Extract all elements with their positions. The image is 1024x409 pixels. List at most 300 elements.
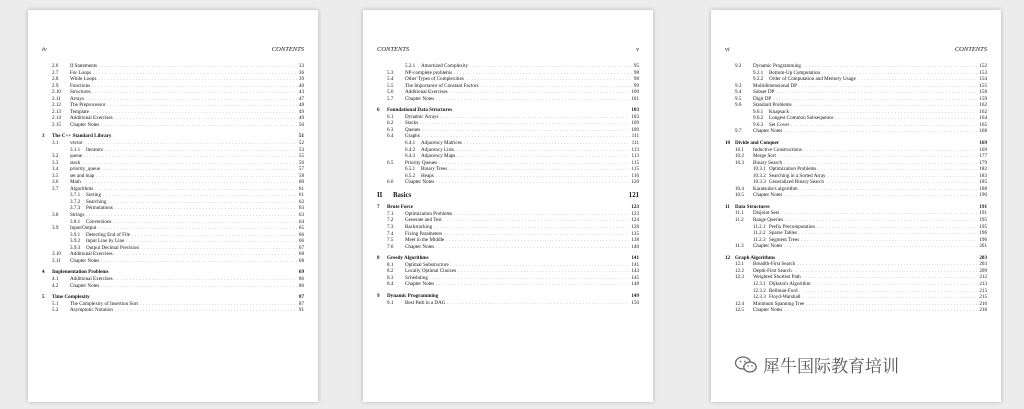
entry-number: 3.9.3 — [70, 244, 81, 251]
entry-title: Optimization Problems . . . — [769, 166, 977, 173]
entry-title: Scheduling . . . — [405, 275, 629, 282]
running-title: CONTENTS — [377, 46, 410, 53]
entry-number: 12 — [725, 254, 731, 261]
entry-page: 123 — [631, 210, 639, 217]
entry-title: Multidimensional DP . . . — [753, 83, 977, 90]
entry-number: 6.4 — [387, 133, 394, 140]
entry-title: Prefix Precomputation . . . — [769, 224, 977, 231]
entry-page: 62 — [298, 198, 304, 205]
entry-number: 3.9 — [52, 225, 59, 232]
entry-number: 3.5 — [52, 172, 59, 179]
entry-page: 57 — [298, 166, 304, 173]
entry-title: Karatsuba's algorithm . . . — [753, 186, 977, 193]
entry-page: 39 — [298, 76, 304, 83]
entry-number: 5 — [42, 294, 45, 301]
entry-number: 2.14 — [52, 115, 61, 122]
entry-number: 5.3 — [387, 69, 394, 76]
entry-page: 49 — [298, 108, 304, 115]
entry-page: 218 — [979, 307, 987, 314]
entry-title: Searching . . . — [86, 199, 297, 206]
entry-page: 179 — [979, 159, 987, 166]
entry-title: Meet in the Middle . . . — [405, 237, 629, 244]
page-number: v — [636, 46, 639, 53]
entry-title: Searching in a Sorted Array . . . — [769, 173, 977, 180]
part-page: 121 — [628, 191, 639, 199]
entry-page: 69 — [298, 269, 304, 276]
entry-number: 10.5 — [735, 192, 744, 199]
entry-title: Binary Search . . . — [753, 160, 977, 167]
entry-number: 6.1 — [387, 113, 394, 120]
entry-title: Set Cover . . . — [769, 122, 977, 129]
entry-number: 9.6 — [735, 102, 742, 109]
entry-page: 124 — [631, 217, 639, 224]
entry-page: 177 — [979, 153, 987, 160]
entry-page: 91 — [298, 307, 304, 314]
entry-number: 2.11 — [52, 95, 61, 102]
entry-page: 215 — [979, 294, 987, 301]
entry-page: 188 — [979, 185, 987, 192]
entry-title: Chapter Notes . . . — [753, 192, 977, 199]
entry-page: 86 — [298, 275, 304, 282]
entry-number: 6.5 — [387, 159, 394, 166]
entry-title: Chapter Notes . . . — [753, 128, 977, 135]
entry-title: Dynamic Arrays . . . — [405, 114, 629, 121]
entry-number: 3.7.2 — [70, 198, 81, 205]
entry-page: 58 — [298, 172, 304, 179]
entry-title: Conversions . . . — [86, 219, 297, 226]
entry-number: 5.2 — [52, 307, 59, 314]
entry-number: 3.3 — [52, 159, 59, 166]
page-header — [42, 46, 304, 53]
entry-number: 9.6.1 — [753, 108, 764, 115]
entry-title: Chapter Notes . . . — [405, 244, 629, 251]
entry-title: queue . . . — [70, 153, 297, 160]
entry-page: 191 — [979, 210, 987, 217]
entry-number: 2.10 — [52, 89, 61, 96]
entry-title: Chapter Notes . . . — [753, 307, 977, 314]
entry-number: 7.6 — [387, 243, 394, 250]
toc-section-entry — [377, 300, 639, 307]
entry-title: Output Decimal Precision . . . — [86, 245, 297, 252]
entry-number: 3.4 — [52, 166, 59, 173]
entry-title: Structures . . . — [70, 89, 297, 96]
entry-title: stack . . . — [70, 160, 297, 167]
entry-number: 10.2 — [735, 153, 744, 160]
entry-number: 9.6.3 — [753, 121, 764, 128]
entry-number: 7.5 — [387, 237, 394, 244]
entry-number: 3.7.1 — [70, 192, 81, 199]
entry-page: 103 — [631, 107, 639, 114]
entry-title: Bottom-Up Computation . . . — [769, 70, 977, 77]
entry-number: 6.3 — [387, 126, 394, 133]
entry-page: 138 — [631, 237, 639, 244]
entry-number: 5.1 — [52, 300, 59, 307]
entry-page: 113 — [631, 146, 639, 153]
entry-page: 98 — [633, 76, 639, 83]
entry-page: 168 — [979, 128, 987, 135]
entry-page: 65 — [298, 225, 304, 232]
entry-title: Brute Force — [387, 204, 414, 211]
entry-page: 86 — [298, 282, 304, 289]
entry-title: While Loops . . . — [70, 76, 297, 83]
entry-page: 216 — [979, 300, 987, 307]
running-title: CONTENTS — [954, 46, 987, 53]
entry-number: 12.3.3 — [753, 294, 766, 301]
entry-title: Standard Problems . . . — [753, 102, 977, 109]
toc-page-vi — [711, 10, 1001, 402]
toc-section-entry — [725, 128, 987, 135]
entry-page: 100 — [631, 89, 639, 96]
entry-title: Priority Queues . . . — [405, 160, 630, 167]
entry-page: 63 — [298, 212, 304, 219]
entry-title: Dynamic Programming . . . — [753, 63, 977, 70]
entry-number: 11.3 — [735, 243, 744, 250]
entry-page: 36 — [298, 69, 304, 76]
entry-page: 185 — [979, 179, 987, 186]
entry-page: 99 — [633, 82, 639, 89]
entry-page: 169 — [979, 146, 987, 153]
entry-title: NP-complete problems . . . — [405, 70, 632, 77]
entry-page: 150 — [631, 299, 639, 306]
page-header — [725, 46, 987, 53]
entry-number: 12.3.2 — [753, 287, 766, 294]
entry-number: 10 — [725, 140, 731, 147]
entry-number: 6.5.2 — [405, 172, 416, 179]
entry-number: 6.5.1 — [405, 166, 416, 173]
entry-number: 2.13 — [52, 108, 61, 115]
entry-number: 12.1 — [735, 261, 744, 268]
entry-title: Optimization Problems . . . — [405, 211, 629, 218]
entry-page: 67 — [298, 244, 304, 251]
entry-number: 12.5 — [735, 307, 744, 314]
entry-number: 4 — [42, 269, 45, 276]
entry-number: 6.4.2 — [405, 146, 416, 153]
entry-page: 98 — [633, 69, 639, 76]
entry-page: 143 — [631, 268, 639, 275]
entry-page: 190 — [979, 192, 987, 199]
entry-title: Other Types of Complexities . . . — [405, 76, 632, 83]
entry-title: Longest Common Subsequence . . . — [769, 115, 977, 122]
entry-number: 12.3.1 — [753, 280, 766, 287]
entry-title: Graphs . . . — [405, 133, 630, 140]
entry-title: Stacks . . . — [405, 120, 629, 127]
entry-page: 63 — [298, 205, 304, 212]
entry-number: 7.1 — [387, 210, 394, 217]
entry-title: Adjacency Maps . . . — [421, 153, 630, 160]
entry-number: 9.3 — [735, 82, 742, 89]
entry-title: Additional Exercises . . . — [70, 251, 297, 258]
entry-title: Dijkstra's Algorithm . . . — [769, 281, 977, 288]
entry-title: Inductive Constructions . . . — [753, 147, 977, 154]
wechat-icon — [735, 356, 757, 374]
entry-number: 3.9.2 — [70, 238, 81, 245]
entry-number: 11.2 — [735, 217, 744, 224]
toc-section-entry — [42, 258, 304, 265]
entry-page: 64 — [298, 218, 304, 225]
entry-title: Chapter Notes . . . — [70, 122, 297, 129]
entry-title: Template . . . — [70, 109, 297, 116]
entry-page: 128 — [631, 224, 639, 231]
entry-number: 9.4 — [735, 89, 742, 96]
entry-page: 148 — [631, 281, 639, 288]
entry-page: 196 — [979, 230, 987, 237]
entry-page: 154 — [979, 76, 987, 83]
entry-number: 3.10 — [52, 251, 61, 258]
entry-number: 8.2 — [387, 268, 394, 275]
toc-section-entry — [377, 96, 639, 103]
entry-number: 3.7.3 — [70, 205, 81, 212]
entry-page: 87 — [298, 300, 304, 307]
entry-page: 53 — [298, 146, 304, 153]
entry-title: Bellman-Ford . . . — [769, 288, 977, 295]
entry-page: 164 — [979, 115, 987, 122]
entry-page: 155 — [979, 82, 987, 89]
entry-number: 9.2 — [735, 63, 742, 69]
entry-page: 152 — [979, 63, 987, 69]
entry-number: 3.11 — [52, 257, 61, 264]
entry-page: 55 — [298, 153, 304, 160]
entry-title: Permutations . . . — [86, 205, 297, 212]
entry-title: Knapsack . . . — [769, 109, 977, 116]
toc-page-v — [363, 10, 653, 402]
running-title: CONTENTS — [271, 46, 304, 53]
toc-section-entry — [725, 307, 987, 314]
entry-title: Divide and Conquer — [735, 140, 780, 147]
entry-page: 195 — [979, 223, 987, 230]
entry-page: 109 — [631, 126, 639, 133]
entry-page: 120 — [631, 179, 639, 186]
entry-title: Asymptotic Notation . . . — [70, 307, 297, 314]
entry-number: 9.6.2 — [753, 115, 764, 122]
entry-page: 162 — [979, 108, 987, 115]
entry-number: 11.2.2 — [753, 230, 766, 237]
entry-number: 7.2 — [387, 217, 394, 224]
entry-page: 141 — [631, 255, 639, 262]
entry-number: 10.3.1 — [753, 166, 766, 173]
entry-page: 158 — [979, 89, 987, 96]
entry-title: Floyd-Warshall . . . — [769, 294, 977, 301]
entry-page: 195 — [979, 217, 987, 224]
toc-section-entry — [377, 179, 639, 186]
entry-number: 6.6 — [387, 179, 394, 186]
part-title: Basics — [393, 191, 412, 199]
entry-page: 43 — [298, 89, 304, 96]
entry-number: 9.5 — [735, 95, 742, 102]
entry-title: Detecting End of File . . . — [86, 232, 297, 239]
entry-title: Best Path in a DAG . . . — [405, 300, 629, 307]
entry-page: 182 — [979, 166, 987, 173]
entry-title: Chapter Notes . . . — [405, 281, 629, 288]
entry-number: 8 — [377, 255, 380, 262]
page-number: vi — [725, 46, 730, 53]
toc-part-heading — [377, 193, 639, 200]
entry-page: 101 — [631, 95, 639, 102]
toc-list — [42, 63, 304, 314]
entry-title: Dynamic Programming — [387, 292, 439, 299]
entry-title: Input Line by Line . . . — [86, 238, 297, 245]
entry-title: The Importance of Constant Factors . . . — [405, 83, 632, 90]
entry-title: Generate and Test . . . — [405, 217, 629, 224]
entry-number: 6.2 — [387, 120, 394, 127]
entry-page: 162 — [979, 102, 987, 109]
entry-title: Subset DP . . . — [753, 89, 977, 96]
entry-page: 68 — [298, 251, 304, 258]
entry-page: 209 — [979, 267, 987, 274]
entry-title: Optimal Substructure . . . — [405, 262, 629, 269]
entry-title: Heaps . . . — [421, 173, 630, 180]
entry-number: 3.6 — [52, 179, 59, 186]
entry-page: 191 — [979, 203, 987, 210]
entry-page: 52 — [298, 140, 304, 147]
entry-number: 11.1 — [735, 210, 744, 217]
entry-title: Chapter Notes . . . — [70, 258, 297, 265]
entry-page: 48 — [298, 102, 304, 109]
toc-section-entry — [377, 244, 639, 251]
entry-title: Generalized Binary Search . . . — [769, 179, 977, 186]
entry-title: Sparse Tables . . . — [769, 230, 977, 237]
entry-number: 5.6 — [387, 89, 394, 96]
entry-number: 9.1 — [387, 299, 394, 306]
entry-title: Time Complexity — [52, 294, 90, 301]
entry-number: 2.6 — [52, 63, 59, 69]
entry-number: 2.7 — [52, 69, 59, 76]
entry-title: vector . . . — [70, 140, 297, 147]
entry-number: 9.7 — [735, 128, 742, 135]
entry-number: 6.4.3 — [405, 153, 416, 160]
entry-page: 111 — [631, 133, 639, 140]
entry-page: 109 — [631, 120, 639, 127]
entry-number: 12.4 — [735, 300, 744, 307]
entry-number: 7.4 — [387, 230, 394, 237]
entry-title: priority_queue . . . — [70, 166, 297, 173]
toc-list — [377, 63, 639, 306]
entry-title: Adjacency Matrices . . . — [421, 140, 630, 147]
entry-title: Chapter Notes . . . — [70, 283, 297, 290]
entry-number: 2.15 — [52, 121, 61, 128]
entry-number: 8.4 — [387, 281, 394, 288]
entry-title: Functions . . . — [70, 83, 297, 90]
toc-list — [725, 63, 987, 314]
entry-title: Additional Exercises . . . — [70, 115, 297, 122]
entry-title: Sorting . . . — [86, 192, 297, 199]
entry-title: If Statements . . . — [70, 63, 297, 70]
toc-section-entry — [377, 281, 639, 288]
entry-page: 135 — [631, 230, 639, 237]
entry-page: 165 — [979, 121, 987, 128]
entry-page: 113 — [631, 153, 639, 160]
toc-section-entry — [42, 283, 304, 290]
watermark — [735, 352, 899, 377]
entry-page: 103 — [631, 113, 639, 120]
entry-page: 95 — [633, 63, 639, 69]
entry-number: 10.4 — [735, 185, 744, 192]
entry-title: Weighted Shortest Path . . . — [753, 274, 977, 281]
entry-page: 123 — [631, 204, 639, 211]
entry-page: 115 — [631, 166, 639, 173]
entry-title: Implementation Problems — [52, 269, 109, 276]
entry-page: 212 — [979, 274, 987, 281]
page-number: iv — [42, 46, 47, 53]
entry-page: 66 — [298, 238, 304, 245]
entry-page: 66 — [298, 231, 304, 238]
entry-number: 3.1.1 — [70, 146, 81, 153]
entry-title: Digit DP . . . — [753, 96, 977, 103]
entry-title: For Loops . . . — [70, 70, 297, 77]
entry-number: 3.8.1 — [70, 218, 81, 225]
entry-page: 169 — [979, 140, 987, 147]
entry-number: 8.1 — [387, 261, 394, 268]
entry-page: 203 — [979, 261, 987, 268]
entry-title: Binary Trees . . . — [421, 166, 630, 173]
entry-page: 183 — [979, 172, 987, 179]
entry-number: 6 — [377, 107, 380, 114]
entry-number: 11.2.1 — [753, 223, 766, 230]
entry-title: Chapter Notes . . . — [753, 243, 977, 250]
entry-title: Backtracking . . . — [405, 224, 629, 231]
entry-title: Segment Trees . . . — [769, 237, 977, 244]
entry-title: Depth-First Search . . . — [753, 268, 977, 275]
toc-section-entry — [42, 307, 304, 314]
entry-number: 10.1 — [735, 146, 744, 153]
entry-number: 3 — [42, 133, 45, 140]
entry-title: The Preprocessor . . . — [70, 102, 297, 109]
entry-title: Input/Output . . . — [70, 225, 297, 232]
entry-number: 5.2.1 — [405, 63, 416, 69]
entry-page: 203 — [979, 254, 987, 261]
entry-page: 56 — [298, 159, 304, 166]
entry-page: 153 — [979, 69, 987, 76]
entry-page: 87 — [298, 294, 304, 301]
entry-page: 51 — [298, 133, 304, 140]
entry-number: 5.4 — [387, 76, 394, 83]
entry-page: 145 — [631, 274, 639, 281]
entry-number: 3.2 — [52, 153, 59, 160]
entry-title: Adjacency Lists . . . — [421, 147, 630, 154]
entry-title: The C++ Standard Library — [52, 133, 112, 140]
entry-title: Greedy Algorithms — [387, 255, 429, 262]
entry-page: 61 — [298, 192, 304, 199]
toc-page-iv — [28, 10, 318, 402]
entry-page: 50 — [298, 121, 304, 128]
entry-title: Algorithms . . . — [70, 186, 297, 193]
entry-title: Order of Computation and Memory Usage . . . — [769, 76, 977, 83]
entry-number: 10.3 — [735, 159, 744, 166]
entry-page: 141 — [631, 261, 639, 268]
entry-title: Disjoint Sets . . . — [753, 210, 977, 217]
entry-number: 12.3 — [735, 274, 744, 281]
entry-number: 10.3.2 — [753, 172, 766, 179]
entry-page: 201 — [979, 243, 987, 250]
entry-page: 149 — [631, 292, 639, 299]
entry-number: 3.1 — [52, 140, 59, 147]
entry-title: Queues . . . — [405, 127, 629, 134]
entry-page: 40 — [298, 82, 304, 89]
entry-page: 213 — [979, 287, 987, 294]
entry-page: 33 — [298, 63, 304, 69]
entry-number: 11 — [725, 203, 730, 210]
entry-title: Minimum Spanning Tree . . . — [753, 301, 977, 308]
entry-number: 7 — [377, 204, 380, 211]
watermark-text: 犀牛国际教育培训 — [763, 357, 899, 377]
entry-number: 2.8 — [52, 76, 59, 83]
entry-page: 115 — [631, 159, 639, 166]
entry-number: 2.9 — [52, 82, 59, 89]
entry-title: set and map . . . — [70, 173, 297, 180]
entry-page: 213 — [979, 280, 987, 287]
part-number: II — [377, 191, 383, 199]
entry-page: 47 — [298, 95, 304, 102]
entry-number: 3.9.1 — [70, 231, 81, 238]
